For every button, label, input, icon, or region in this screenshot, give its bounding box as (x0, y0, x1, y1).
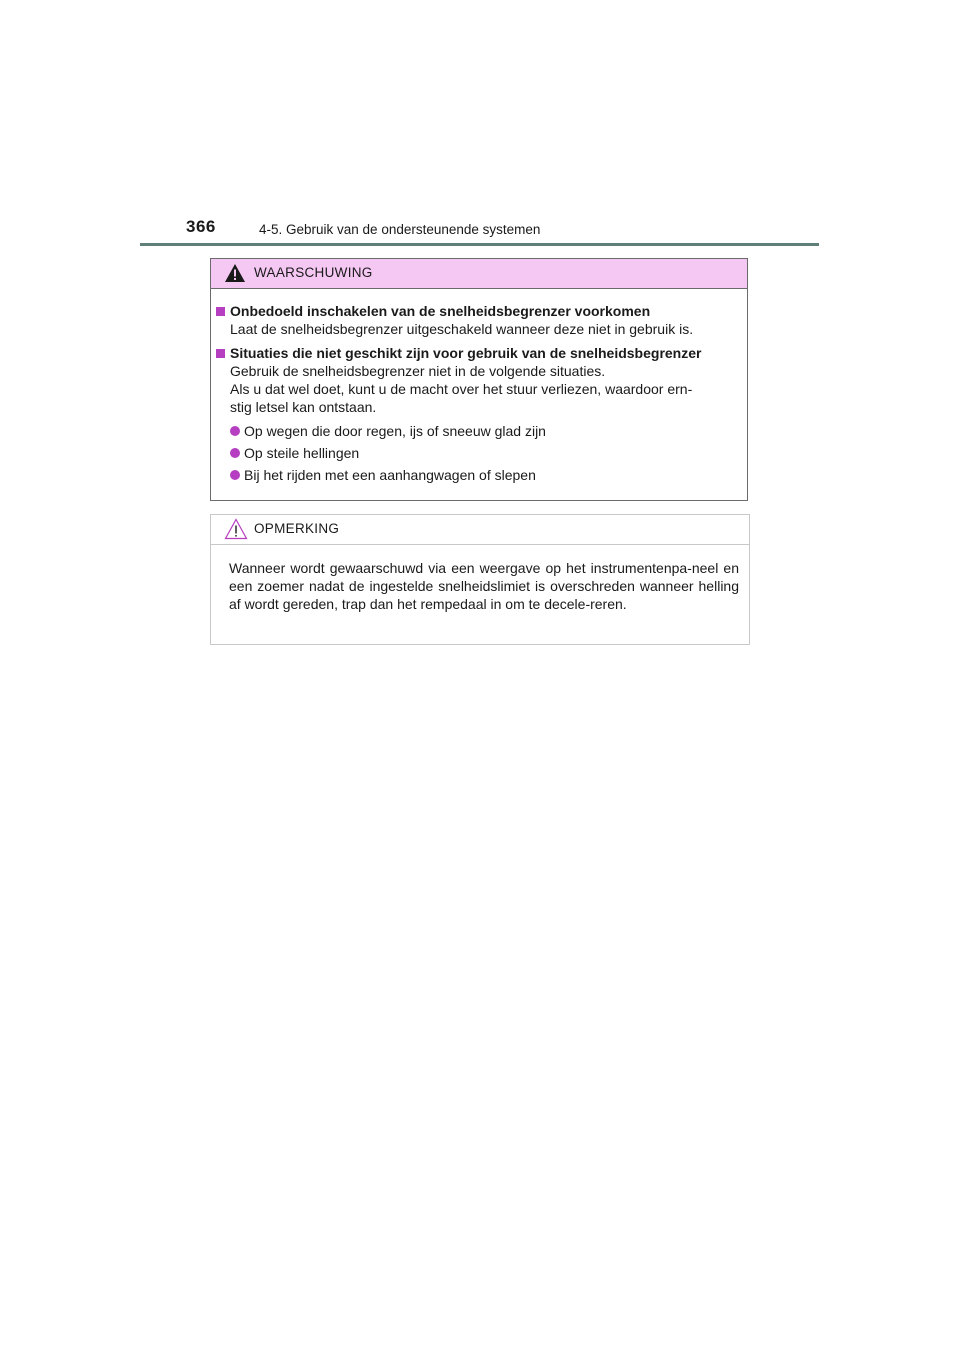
warning-heading-1: Onbedoeld inschakelen van de snelheidsbegrenzer voorkomen (216, 302, 741, 320)
round-bullet-icon (230, 426, 240, 436)
page-number: 366 (186, 217, 216, 236)
warning-header (211, 259, 747, 289)
list-item: Op steile hellingen (216, 444, 741, 462)
square-bullet-icon (216, 349, 225, 358)
warning-triangle-icon (224, 263, 246, 283)
square-bullet-icon (216, 307, 225, 316)
list-item: Bij het rijden met een aanhangwagen of slepen (216, 466, 741, 484)
notice-box (210, 514, 750, 645)
notice-header (211, 515, 749, 545)
warning-box (210, 258, 748, 501)
warning-text-2-line3: stig letsel kan ontstaan. (230, 399, 377, 415)
warning-text-2-line1: Gebruik de snelheidsbegrenzer niet in de volgende situaties. (230, 363, 606, 379)
list-item: Op wegen die door regen, ijs of sneeuw glad zijn (216, 422, 741, 440)
header-rule (140, 243, 819, 246)
page-header (140, 214, 819, 246)
notice-text: Wanneer wordt gewaarschuwd via een weergave op het instrumentenpa-neel en een zoemer nadat de ingestelde snelheidslimiet is overschreden wanneer helling af wordt gereden, trap dan het rempedaal in om te decele-reren. (229, 560, 739, 612)
warning-text-2-line2: Als u dat wel doet, kunt u de macht over het stuur verliezen, waardoor ern- (230, 381, 693, 397)
warning-title: WAARSCHUWING (254, 265, 373, 280)
round-bullet-icon (230, 448, 240, 458)
notice-triangle-icon (224, 518, 248, 540)
warning-heading-2: Situaties die niet geschikt zijn voor gebruik van de snelheidsbegrenzer (216, 344, 741, 362)
warning-body (211, 289, 747, 484)
warning-text-1: Laat de snelheidsbegrenzer uitgeschakeld wanneer deze niet in gebruik is. (230, 321, 694, 337)
section-title: 4-5. Gebruik van de ondersteunende systemen (259, 222, 541, 237)
notice-title: OPMERKING (254, 521, 340, 536)
round-bullet-icon (230, 470, 240, 480)
